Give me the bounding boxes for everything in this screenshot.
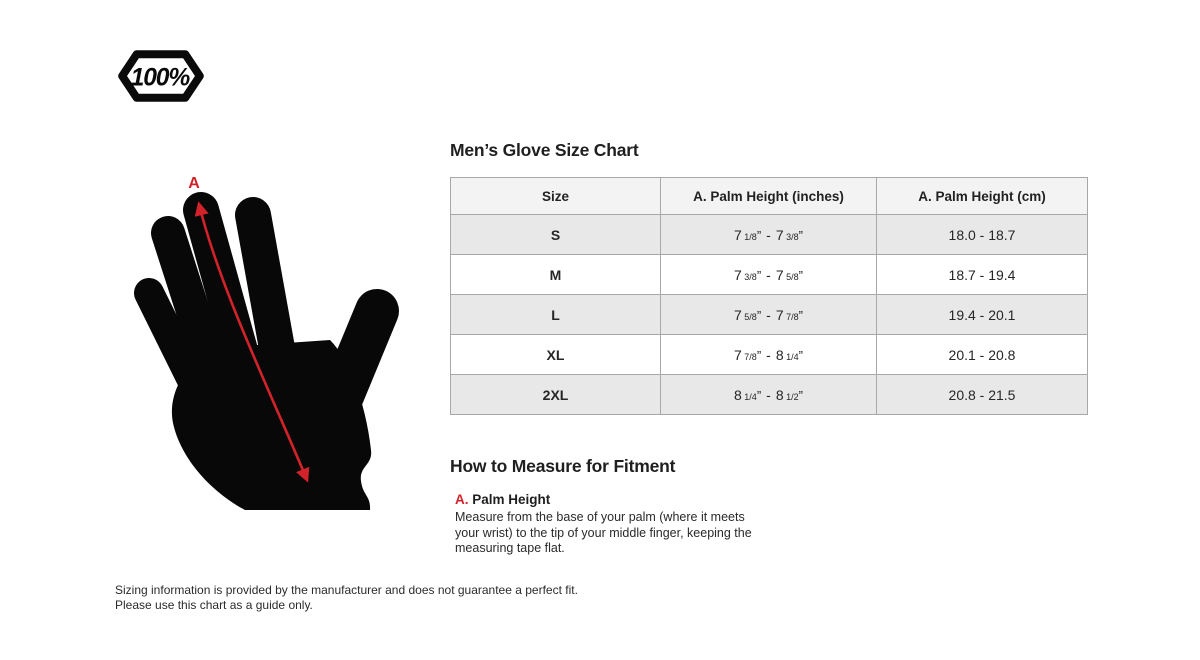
inch-mark: ” <box>798 387 803 403</box>
footer-line-2: Please use this chart as a guide only. <box>115 598 313 612</box>
inch-fraction: 5/8 <box>744 311 757 322</box>
measure-item-label: A. <box>455 492 469 507</box>
measure-label-a: A <box>188 175 200 192</box>
measure-item-name: Palm Height <box>472 492 551 507</box>
table-row <box>451 295 1088 335</box>
inch-fraction: 3/8 <box>786 231 799 242</box>
logo-text: 100% <box>130 64 190 92</box>
inch-mark: ” <box>798 307 803 323</box>
inch-whole: 7 <box>734 306 742 323</box>
footer-line-1: Sizing information is provided by the manufacturer and does not guarantee a perfect fit. <box>115 583 578 597</box>
inch-fraction: 1/8 <box>744 231 757 242</box>
size-chart-table <box>450 177 1088 415</box>
size-cell: L <box>451 295 661 335</box>
col-header-cm: A. Palm Height (cm) <box>877 178 1088 215</box>
inch-mark: ” <box>756 267 762 283</box>
inch-mark: ” <box>756 307 762 323</box>
brand-logo <box>117 47 205 105</box>
inch-mark: ” <box>756 387 762 403</box>
table-header-row <box>451 178 1088 215</box>
table-row <box>451 255 1088 295</box>
inches-cell <box>661 215 877 255</box>
col-header-size: Size <box>451 178 661 215</box>
cm-cell: 20.1 - 20.8 <box>877 335 1088 375</box>
col-header-inches: A. Palm Height (inches) <box>661 178 877 215</box>
range-separator: - <box>766 386 771 403</box>
inches-cell <box>661 255 877 295</box>
size-chart-title: Men’s Glove Size Chart <box>450 140 639 160</box>
glove-silhouette-icon <box>149 210 377 510</box>
table-row <box>451 335 1088 375</box>
table-row <box>451 375 1088 415</box>
cm-cell: 18.7 - 19.4 <box>877 255 1088 295</box>
range-separator: - <box>766 226 771 243</box>
range-separator: - <box>766 346 771 363</box>
range-separator: - <box>766 306 771 323</box>
measure-item-description: Measure from the base of your palm (where it meets your wrist) to the tip of your middle finger, keeping the measuring tape flat. <box>455 510 752 555</box>
inch-fraction: 1/2 <box>786 391 799 402</box>
inch-whole: 7 <box>734 226 742 243</box>
size-cell: XL <box>451 335 661 375</box>
glove-diagram <box>112 170 442 515</box>
inch-mark: ” <box>756 347 762 363</box>
inches-cell <box>661 335 877 375</box>
inches-cell <box>661 295 877 335</box>
how-to-measure-title: How to Measure for Fitment <box>450 456 676 476</box>
inch-mark: ” <box>798 227 803 243</box>
inch-fraction: 1/4 <box>744 391 757 402</box>
inch-whole: 7 <box>775 226 784 243</box>
inch-whole: 8 <box>775 346 784 363</box>
cm-cell: 20.8 - 21.5 <box>877 375 1088 415</box>
inch-whole: 7 <box>734 346 742 363</box>
inches-cell <box>661 375 877 415</box>
inch-whole: 7 <box>775 266 784 283</box>
inch-mark: ” <box>756 227 762 243</box>
inch-whole: 8 <box>734 386 742 403</box>
inch-fraction: 3/8 <box>744 271 757 282</box>
size-cell: M <box>451 255 661 295</box>
inch-whole: 7 <box>775 306 784 323</box>
measure-item-heading <box>455 492 550 507</box>
inch-fraction: 1/4 <box>786 351 799 362</box>
inch-mark: ” <box>798 267 803 283</box>
inch-fraction: 5/8 <box>786 271 799 282</box>
inch-whole: 7 <box>734 266 742 283</box>
cm-cell: 19.4 - 20.1 <box>877 295 1088 335</box>
cm-cell: 18.0 - 18.7 <box>877 215 1088 255</box>
table-row <box>451 215 1088 255</box>
size-cell: S <box>451 215 661 255</box>
inch-whole: 8 <box>775 386 784 403</box>
inch-fraction: 7/8 <box>744 351 757 362</box>
size-cell: 2XL <box>451 375 661 415</box>
inch-fraction: 7/8 <box>786 311 799 322</box>
inch-mark: ” <box>798 347 803 363</box>
footer-note <box>115 583 578 613</box>
range-separator: - <box>766 266 771 283</box>
